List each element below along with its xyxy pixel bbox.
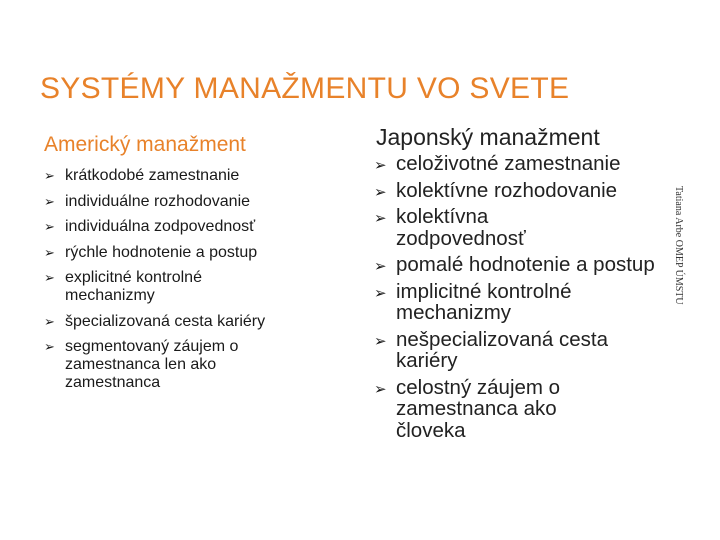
list-item <box>44 338 344 392</box>
list-item-text: kolektívne rozhodovanie <box>396 178 618 202</box>
list-item-text: implicitné kontrolné mechanizmy <box>396 279 572 324</box>
list-item <box>44 167 344 185</box>
list-item <box>44 193 344 211</box>
list-item-text: špecializovaná cesta kariéry <box>65 312 266 330</box>
arrowhead-bullet-icon: ➢ <box>44 169 55 184</box>
american-management-heading: Americký manažment <box>44 133 246 156</box>
list-item-text: pomalé hodnotenie a postup <box>396 253 655 276</box>
list-item-text: nešpecializovaná cesta kariéry <box>396 327 608 372</box>
arrowhead-bullet-icon: ➢ <box>44 314 55 330</box>
arrowhead-bullet-icon: ➢ <box>374 283 387 302</box>
list-item <box>374 206 674 249</box>
list-item <box>374 377 674 442</box>
list-item-text: individuálna zodpovednosť <box>65 218 256 235</box>
list-item-text: segmentovaný záujem o zamestnanca len ako zamestnanca <box>65 338 239 391</box>
list-item <box>44 218 344 236</box>
arrowhead-bullet-icon: ➢ <box>374 209 387 227</box>
list-item-text: krátkodobé zamestnanie <box>65 167 240 184</box>
arrowhead-bullet-icon: ➢ <box>44 271 55 286</box>
list-item <box>44 313 344 331</box>
list-item-text: explicitné kontrolné mechanizmy <box>65 269 202 304</box>
arrowhead-bullet-icon: ➢ <box>44 220 55 235</box>
arrowhead-bullet-icon: ➢ <box>374 156 387 174</box>
list-item <box>374 180 674 202</box>
list-item-text: rýchle hodnotenie a postup <box>65 243 258 261</box>
list-item-text: individuálne rozhodovanie <box>65 192 251 210</box>
list-item-text: kolektívna zodpovednosť <box>396 205 526 250</box>
arrowhead-bullet-icon: ➢ <box>374 257 387 275</box>
list-item <box>374 153 674 175</box>
list-item-text: celoživotné zamestnanie <box>396 152 621 175</box>
list-item <box>374 281 674 324</box>
list-item <box>374 329 674 372</box>
arrowhead-bullet-icon: ➢ <box>44 194 55 210</box>
arrowhead-bullet-icon: ➢ <box>374 182 387 201</box>
slide-title: SYSTÉMY MANAŽMENTU VO SVETE <box>40 72 570 105</box>
list-item-text: celostný záujem o zamestnanca ako človeka <box>396 375 561 442</box>
author-credit: Tatiana Arbe OMEP ÚMSTU <box>673 186 684 305</box>
arrowhead-bullet-icon: ➢ <box>44 340 55 355</box>
list-item <box>374 254 674 276</box>
arrowhead-bullet-icon: ➢ <box>374 331 387 350</box>
list-item <box>44 269 344 305</box>
japanese-management-list <box>374 153 674 446</box>
japanese-management-heading: Japonský manažment <box>376 124 600 150</box>
list-item <box>44 244 344 262</box>
american-management-list <box>44 167 344 400</box>
arrowhead-bullet-icon: ➢ <box>44 245 55 261</box>
arrowhead-bullet-icon: ➢ <box>374 379 387 398</box>
